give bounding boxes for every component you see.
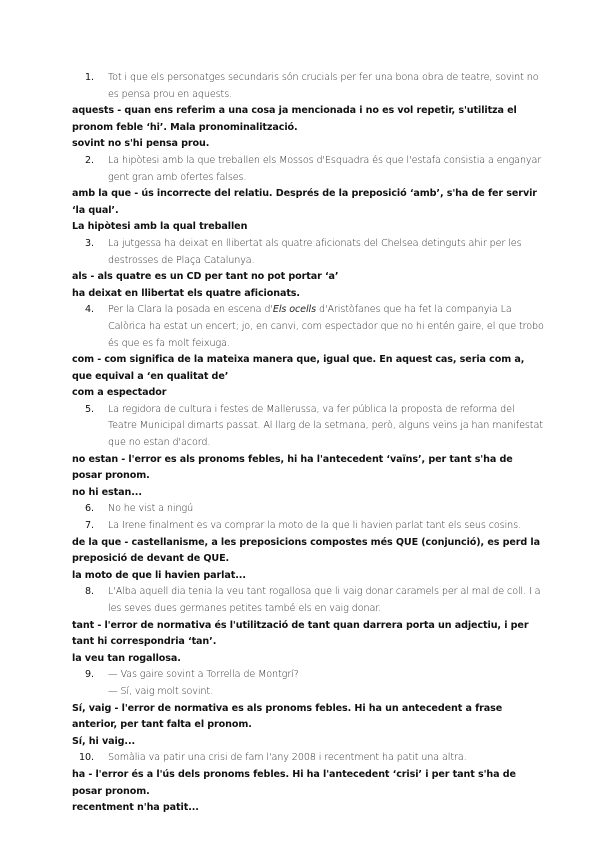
item-sentence: No he vist a ningú <box>108 503 194 515</box>
correction-note: ha - l'error és a l'ús dels pronoms febles. Hi ha l'antecedent ‘crisi’ i per tant s'ha de posar pronom. <box>72 768 516 797</box>
list-item-5 <box>72 402 544 452</box>
list-item-9 <box>72 667 544 700</box>
item-number: 8. <box>85 586 94 598</box>
correction-note: als - als quatre es un CD per tant no pot portar ‘a’ <box>72 271 339 283</box>
list-item-7 <box>72 518 544 535</box>
correction-note: amb la que - ús incorrecte del relatiu. Després de la preposició ‘amb’, s'ha de fer servir ‘la qual’. <box>72 188 537 216</box>
item-number: 2. <box>85 154 94 166</box>
corrected-sentence: com a espectador <box>72 387 167 399</box>
item-sentence: La jutgessa ha deixat en llibertat als quatre aficionats del Chelsea detinguts ahir per les destrosses de Plaça Catalunya. <box>108 237 522 266</box>
item-number: 5. <box>85 403 94 415</box>
corrected-sentence: Sí, hi vaig... <box>72 735 136 747</box>
dialogue-line: — Vas gaire sovint a Torrella de Montgrí? <box>108 669 299 681</box>
item-number: 7. <box>85 520 94 532</box>
item-sentence: L'Alba aquell dia tenia la veu tant rogallosa que li vaig donar caramels per al mal de coll. I a les seves dues germanes petites també els en vaig donar. <box>108 586 541 614</box>
correction-note: aquests - quan ens referim a una cosa ja mencionada i no es vol repetir, s'utilitza el pronom feble ‘hi’. Mala pronominalització. <box>72 105 517 133</box>
corrected-sentence: no hi estan... <box>72 486 142 498</box>
item-sentence: La hipòtesi amb la que treballen els Mossos d'Esquadra és que l'estafa consistia a enganyar gent gran amb ofertes falses. <box>108 154 542 183</box>
corrected-sentence: la moto de que li havien parlat... <box>72 569 246 581</box>
correction-note: tant - l'error de normativa és l'utilització de tant quan darrera porta un adjectiu, i per tant hi correspondria ‘tan’. <box>72 619 529 648</box>
item-sentence <box>108 302 544 352</box>
correction-note: Sí, vaig - l'error de normativa es als pronoms febles. Hi ha un antecedent a frase anterior, per tant falta el pronom. <box>72 702 503 731</box>
item-number: 10. <box>79 752 94 764</box>
item-number: 3. <box>85 237 94 249</box>
sentence-part: d'Aristòfanes que ha fet la companyia La Calòrica ha estat un encert; jo, en canvi, com espectador que no hi entén gaire, el que trobo és que es fa molt feixuga. <box>108 304 544 349</box>
item-sentence: Tot i que els personatges secundaris són crucials per fer una bona obra de teatre, sovint no es pensa prou en aquests. <box>108 72 539 100</box>
item-sentence: Somàlia va patir una crisi de fam l'any 2008 i recentment ha patit una altra. <box>108 752 467 764</box>
sentence-part: Per la Clara la posada en escena d' <box>108 304 273 316</box>
list-item-1 <box>72 70 544 103</box>
item-number: 9. <box>85 669 94 681</box>
item-number: 1. <box>85 72 94 83</box>
corrected-sentence: ha deixat en llibertat els quatre aficionats. <box>72 287 300 299</box>
item-sentence: La regidora de cultura i festes de Mallerussa, va fer pública la proposta de reforma del Teatre Municipal dimarts passat. Al llarg de la setmana, però, alguns veïns ja han manifestat que no estan d'acord. <box>108 403 543 449</box>
list-item-2 <box>72 153 544 186</box>
correction-note: com - com significa de la mateixa manera que, igual que. En aquest cas, seria com a, que equival a ‘en qualitat de’ <box>72 354 525 382</box>
dialogue-line: — Sí, vaig molt sovint. <box>108 685 214 697</box>
corrected-sentence: sovint no s'hi pensa prou. <box>72 138 210 150</box>
exercise-document <box>72 70 544 817</box>
corrected-sentence: La hipòtesi amb la qual treballen <box>72 221 248 233</box>
correction-note: no estan - l'error es als pronoms febles, hi ha l'antecedent ‘vaïns’, per tant s'ha de posar pronom. <box>72 453 513 482</box>
corrected-sentence: la veu tan rogallosa. <box>72 652 181 664</box>
list-item-4 <box>72 302 544 352</box>
list-item-3 <box>72 236 544 269</box>
item-dialogue <box>108 667 544 700</box>
item-sentence: La Irene finalment es va comprar la moto de la que li havien parlat tant els seus cosins. <box>108 520 521 532</box>
play-title: Els ocells <box>272 304 317 316</box>
item-number: 6. <box>85 503 94 515</box>
list-item-6 <box>72 501 544 518</box>
list-item-10 <box>72 750 544 767</box>
corrected-sentence: recentment n'ha patit... <box>72 802 199 814</box>
list-item-8 <box>72 584 544 617</box>
item-number: 4. <box>85 304 94 316</box>
correction-note: de la que - castellanisme, a les preposicions compostes més QUE (conjunció), es perd la preposició de devant de QUE. <box>72 536 540 565</box>
